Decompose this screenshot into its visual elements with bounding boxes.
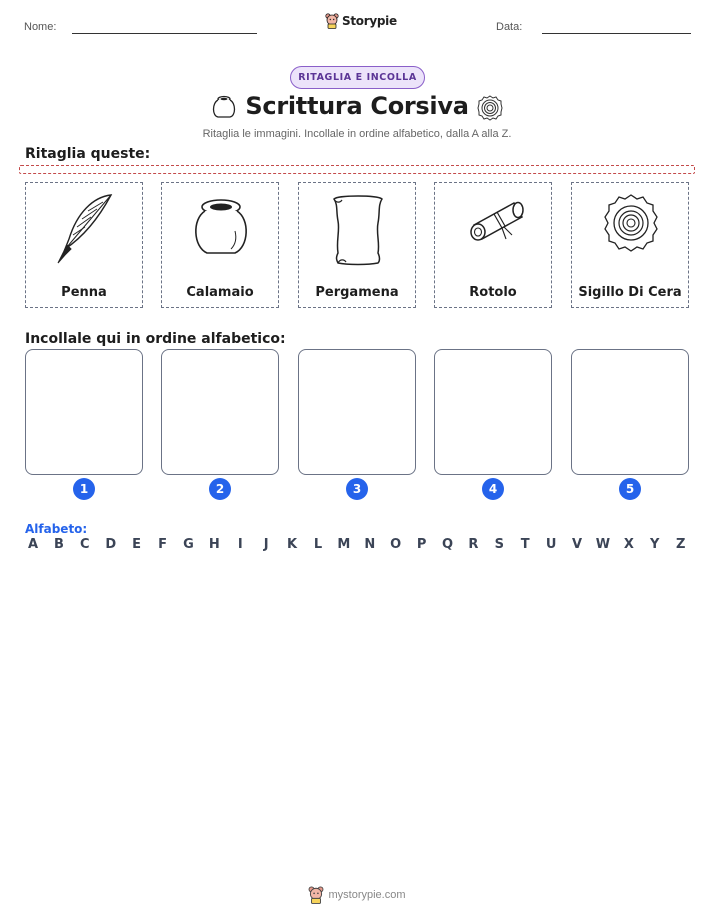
alphabet-letter: W [595,537,611,552]
alphabet-letter: B [53,537,64,552]
slot-number-4: 4 [482,478,504,500]
card-label: Rotolo [469,285,517,300]
alphabet-letter: R [468,537,479,552]
instructions: Ritaglia le immagini. Incollale in ordine alfabetico, dalla A alla Z. [202,128,512,140]
alphabet-letter: Q [441,537,454,552]
name-line[interactable] [72,33,257,34]
alphabet-letter: K [287,537,298,552]
card-label: Calamaio [186,285,254,300]
cut-card-pergamena[interactable] [298,182,416,308]
alphabet-letter: A [27,537,39,552]
cut-heading: Ritaglia queste: [25,146,151,162]
footer [0,886,714,904]
alphabet-heading: Alfabeto: [25,522,88,536]
parchment-icon [328,191,388,271]
slot-number-5: 5 [619,478,641,500]
wax-seal-icon [477,95,503,121]
card-label: Penna [61,285,107,300]
alphabet-letter: E [132,537,142,552]
alphabet-letter: T [520,537,530,552]
activity-badge: RITAGLIA E INCOLLA [290,66,425,89]
slot-number-2: 2 [209,478,231,500]
alphabet-letter: F [158,537,167,552]
paste-box-5[interactable] [571,349,689,475]
alphabet-letter: L [313,537,323,552]
alphabet-letter: Z [675,537,686,552]
paste-box-4[interactable] [434,349,552,475]
alphabet-letter: I [237,537,243,552]
paste-box-2[interactable] [161,349,279,475]
alphabet-letter: U [545,537,557,552]
alphabet-row [25,537,689,552]
alphabet-letter: Y [650,537,660,552]
alphabet-letter: X [623,537,634,552]
paste-heading: Incollale qui in ordine alfabetico: [25,331,286,347]
alphabet-letter: J [263,537,269,552]
scroll-icon [464,191,526,271]
bear-mascot-icon [308,886,324,904]
slot-number-1: 1 [73,478,95,500]
card-label: Sigillo Di Cera [578,285,682,300]
card-label: Pergamena [315,285,399,300]
inkwell-icon [191,191,251,271]
cut-card-calamaio[interactable] [161,182,279,308]
bear-mascot-icon [325,13,339,29]
quill-pen-icon [55,191,115,271]
date-line[interactable] [542,33,691,34]
alphabet-letter: P [416,537,427,552]
alphabet-letter: C [80,537,90,552]
cut-guide-line [19,165,695,174]
alphabet-letter: H [208,537,220,552]
cut-card-sigillo-di-cera[interactable] [571,182,689,308]
date-label: Data: [496,21,523,33]
wax-seal-icon [601,191,661,271]
alphabet-letter: S [494,537,504,552]
alphabet-letter: O [390,537,402,552]
cut-card-rotolo[interactable] [434,182,552,308]
alphabet-letter: G [183,537,194,552]
paste-box-1[interactable] [25,349,143,475]
brand-logo [325,13,397,29]
cut-card-penna[interactable] [25,182,143,308]
brand-name: Storypie [342,14,397,28]
alphabet-letter: M [337,537,351,552]
page-title: Scrittura Corsiva [245,92,469,120]
name-label: Nome: [24,21,57,33]
footer-url[interactable]: mystorypie.com [328,889,406,901]
alphabet-letter: D [105,537,117,552]
slot-number-3: 3 [346,478,368,500]
paste-box-3[interactable] [298,349,416,475]
alphabet-letter: N [364,537,376,552]
alphabet-letter: V [572,537,583,552]
